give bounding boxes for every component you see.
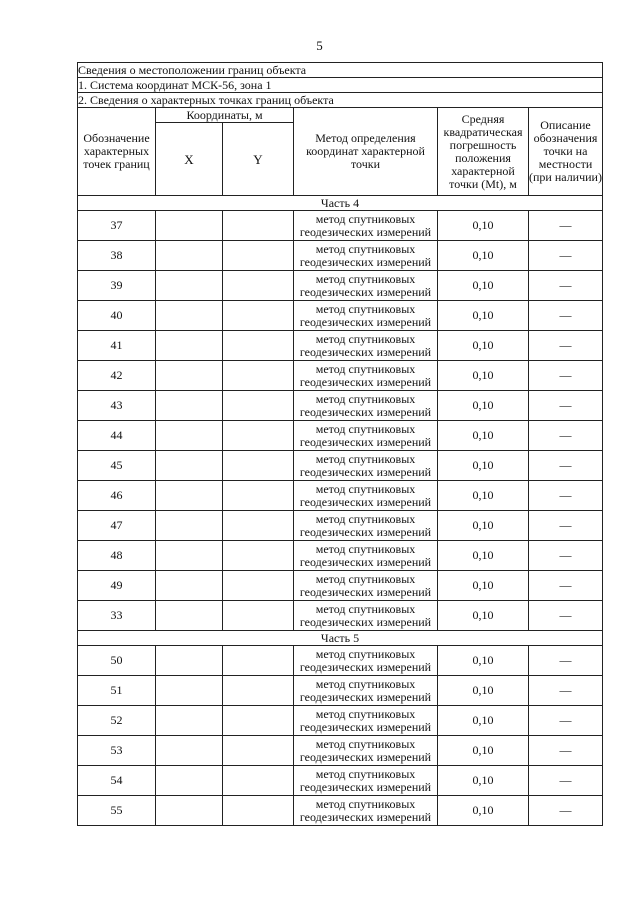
coordinate-x	[156, 331, 223, 361]
header-row-1	[78, 108, 603, 123]
method-line-1: метод спутниковых	[315, 646, 416, 661]
method-line-2: геодезических измерений	[299, 314, 432, 329]
point-number: 33	[78, 601, 156, 631]
point-number: 50	[78, 646, 156, 676]
method-cell	[294, 361, 438, 391]
error-value: 0,10	[438, 601, 529, 631]
method-cell	[294, 451, 438, 481]
coordinate-x	[156, 601, 223, 631]
description-value: —	[529, 601, 603, 631]
coordinate-x	[156, 511, 223, 541]
coordinate-x	[156, 481, 223, 511]
error-value: 0,10	[438, 361, 529, 391]
point-number: 52	[78, 706, 156, 736]
description-value: —	[529, 361, 603, 391]
table-row	[78, 301, 603, 331]
table-row	[78, 241, 603, 271]
error-value: 0,10	[438, 706, 529, 736]
description-value: —	[529, 706, 603, 736]
coordinate-y	[223, 571, 294, 601]
coordinate-y	[223, 211, 294, 241]
table-row	[78, 646, 603, 676]
description-value: —	[529, 301, 603, 331]
header-point-designation: Обозначение характерных точек границ	[78, 108, 156, 196]
method-line-2: геодезических измерений	[299, 659, 432, 674]
description-value: —	[529, 421, 603, 451]
coordinate-system-label: 1. Система координат МСК-56, зона 1	[78, 78, 603, 93]
characteristic-points-heading: 2. Сведения о характерных точках границ объекта	[78, 93, 603, 108]
description-value: —	[529, 646, 603, 676]
error-value: 0,10	[438, 481, 529, 511]
method-line-1: метод спутниковых	[315, 766, 416, 781]
header-error: Средняя квадратическая погрешность положения характерной точки (Mt), м	[438, 108, 529, 196]
method-line-1: метод спутниковых	[315, 451, 416, 466]
method-cell	[294, 391, 438, 421]
method-line-1: метод спутниковых	[315, 301, 416, 316]
method-cell	[294, 421, 438, 451]
method-line-1: метод спутниковых	[315, 796, 416, 811]
part-row	[78, 631, 603, 646]
method-cell	[294, 646, 438, 676]
method-cell	[294, 796, 438, 826]
info-row-points-heading	[78, 93, 603, 108]
method-line-2: геодезических измерений	[299, 224, 432, 239]
method-cell	[294, 766, 438, 796]
description-value: —	[529, 451, 603, 481]
coordinate-y	[223, 271, 294, 301]
table-row	[78, 736, 603, 766]
coordinate-x	[156, 391, 223, 421]
method-line-2: геодезических измерений	[299, 404, 432, 419]
method-cell	[294, 676, 438, 706]
coordinate-x	[156, 211, 223, 241]
description-value: —	[529, 391, 603, 421]
method-cell	[294, 271, 438, 301]
error-value: 0,10	[438, 331, 529, 361]
table-row	[78, 766, 603, 796]
method-line-1: метод спутниковых	[315, 736, 416, 751]
method-line-1: метод спутниковых	[315, 541, 416, 556]
error-value: 0,10	[438, 541, 529, 571]
table-row	[78, 706, 603, 736]
table-row	[78, 541, 603, 571]
error-value: 0,10	[438, 571, 529, 601]
method-line-1: метод спутниковых	[315, 511, 416, 526]
coordinate-y	[223, 511, 294, 541]
method-line-2: геодезических измерений	[299, 614, 432, 629]
error-value: 0,10	[438, 451, 529, 481]
method-line-1: метод спутниковых	[315, 676, 416, 691]
method-cell	[294, 481, 438, 511]
description-value: —	[529, 541, 603, 571]
part-title: Часть 4	[78, 196, 603, 211]
coordinate-y	[223, 391, 294, 421]
method-line-2: геодезических измерений	[299, 254, 432, 269]
page-number: 5	[316, 38, 323, 53]
part-row	[78, 196, 603, 211]
header-description: Описание обозначения точки на местности (при наличии)	[529, 108, 603, 196]
method-line-1: метод спутниковых	[315, 361, 416, 376]
table-row	[78, 391, 603, 421]
object-boundaries-title: Сведения о местоположении границ объекта	[78, 63, 603, 78]
table-row	[78, 211, 603, 241]
point-number: 39	[78, 271, 156, 301]
description-value: —	[529, 271, 603, 301]
header-coordinates: Координаты, м	[156, 108, 294, 123]
method-line-2: геодезических измерений	[299, 719, 432, 734]
point-number: 46	[78, 481, 156, 511]
point-number: 47	[78, 511, 156, 541]
coordinate-y	[223, 241, 294, 271]
coordinate-x	[156, 541, 223, 571]
point-number: 40	[78, 301, 156, 331]
point-number: 44	[78, 421, 156, 451]
point-number: 43	[78, 391, 156, 421]
error-value: 0,10	[438, 766, 529, 796]
point-number: 49	[78, 571, 156, 601]
table-row	[78, 481, 603, 511]
description-value: —	[529, 211, 603, 241]
error-value: 0,10	[438, 646, 529, 676]
description-value: —	[529, 571, 603, 601]
coordinate-y	[223, 706, 294, 736]
table-row	[78, 271, 603, 301]
table-row	[78, 511, 603, 541]
method-line-1: метод спутниковых	[315, 421, 416, 436]
coordinate-y	[223, 766, 294, 796]
description-value: —	[529, 511, 603, 541]
table-row	[78, 796, 603, 826]
method-cell	[294, 601, 438, 631]
coordinate-x	[156, 361, 223, 391]
table-row	[78, 676, 603, 706]
method-line-2: геодезических измерений	[299, 374, 432, 389]
method-line-1: метод спутниковых	[315, 241, 416, 256]
point-number: 53	[78, 736, 156, 766]
method-line-1: метод спутниковых	[315, 601, 416, 616]
coordinate-y	[223, 676, 294, 706]
method-cell	[294, 211, 438, 241]
description-value: —	[529, 796, 603, 826]
method-cell	[294, 301, 438, 331]
error-value: 0,10	[438, 271, 529, 301]
coordinate-y	[223, 481, 294, 511]
coordinate-x	[156, 421, 223, 451]
coordinate-y	[223, 796, 294, 826]
method-line-1: метод спутниковых	[315, 211, 416, 226]
point-number: 55	[78, 796, 156, 826]
header-method: Метод определения координат характерной точки	[294, 108, 438, 196]
point-number: 41	[78, 331, 156, 361]
error-value: 0,10	[438, 796, 529, 826]
method-cell	[294, 241, 438, 271]
point-number: 37	[78, 211, 156, 241]
method-cell	[294, 736, 438, 766]
method-line-2: геодезических измерений	[299, 464, 432, 479]
coordinate-y	[223, 361, 294, 391]
coordinate-y	[223, 421, 294, 451]
description-value: —	[529, 766, 603, 796]
method-line-2: геодезических измерений	[299, 584, 432, 599]
error-value: 0,10	[438, 421, 529, 451]
info-row-title	[78, 63, 603, 78]
method-line-1: метод спутниковых	[315, 571, 416, 586]
coordinate-y	[223, 331, 294, 361]
coordinate-y	[223, 601, 294, 631]
coordinate-x	[156, 271, 223, 301]
table-row	[78, 361, 603, 391]
table-row	[78, 421, 603, 451]
method-cell	[294, 541, 438, 571]
method-cell	[294, 571, 438, 601]
error-value: 0,10	[438, 736, 529, 766]
info-row-coordinate-system	[78, 78, 603, 93]
error-value: 0,10	[438, 676, 529, 706]
description-value: —	[529, 676, 603, 706]
table-row	[78, 571, 603, 601]
coordinate-x	[156, 241, 223, 271]
method-line-2: геодезических измерений	[299, 284, 432, 299]
coordinate-y	[223, 541, 294, 571]
header-x: X	[156, 123, 223, 196]
method-line-1: метод спутниковых	[315, 481, 416, 496]
point-number: 42	[78, 361, 156, 391]
method-cell	[294, 706, 438, 736]
coordinate-y	[223, 736, 294, 766]
method-line-1: метод спутниковых	[315, 331, 416, 346]
method-line-2: геодезических измерений	[299, 494, 432, 509]
boundary-points-table	[77, 62, 603, 826]
header-y: Y	[223, 123, 294, 196]
table-row	[78, 601, 603, 631]
method-line-2: геодезических измерений	[299, 779, 432, 794]
method-line-1: метод спутниковых	[315, 271, 416, 286]
coordinate-x	[156, 766, 223, 796]
coordinate-y	[223, 301, 294, 331]
method-line-2: геодезических измерений	[299, 749, 432, 764]
part-title: Часть 5	[78, 631, 603, 646]
description-value: —	[529, 331, 603, 361]
method-line-2: геодезических измерений	[299, 554, 432, 569]
point-number: 45	[78, 451, 156, 481]
coordinate-x	[156, 646, 223, 676]
coordinate-x	[156, 301, 223, 331]
point-number: 48	[78, 541, 156, 571]
point-number: 38	[78, 241, 156, 271]
description-value: —	[529, 241, 603, 271]
method-line-2: геодезических измерений	[299, 434, 432, 449]
method-cell	[294, 511, 438, 541]
point-number: 54	[78, 766, 156, 796]
coordinate-y	[223, 646, 294, 676]
table-row	[78, 451, 603, 481]
coordinate-x	[156, 706, 223, 736]
point-number: 51	[78, 676, 156, 706]
method-line-2: геодезических измерений	[299, 689, 432, 704]
coordinate-x	[156, 736, 223, 766]
method-line-2: геодезических измерений	[299, 524, 432, 539]
coordinate-x	[156, 451, 223, 481]
method-line-2: геодезических измерений	[299, 344, 432, 359]
error-value: 0,10	[438, 301, 529, 331]
method-line-2: геодезических измерений	[299, 809, 432, 824]
coordinate-y	[223, 451, 294, 481]
method-cell	[294, 331, 438, 361]
coordinate-x	[156, 796, 223, 826]
description-value: —	[529, 481, 603, 511]
coordinate-x	[156, 676, 223, 706]
error-value: 0,10	[438, 241, 529, 271]
method-line-1: метод спутниковых	[315, 706, 416, 721]
error-value: 0,10	[438, 391, 529, 421]
table-row	[78, 331, 603, 361]
coordinate-x	[156, 571, 223, 601]
description-value: —	[529, 736, 603, 766]
method-line-1: метод спутниковых	[315, 391, 416, 406]
error-value: 0,10	[438, 211, 529, 241]
error-value: 0,10	[438, 511, 529, 541]
